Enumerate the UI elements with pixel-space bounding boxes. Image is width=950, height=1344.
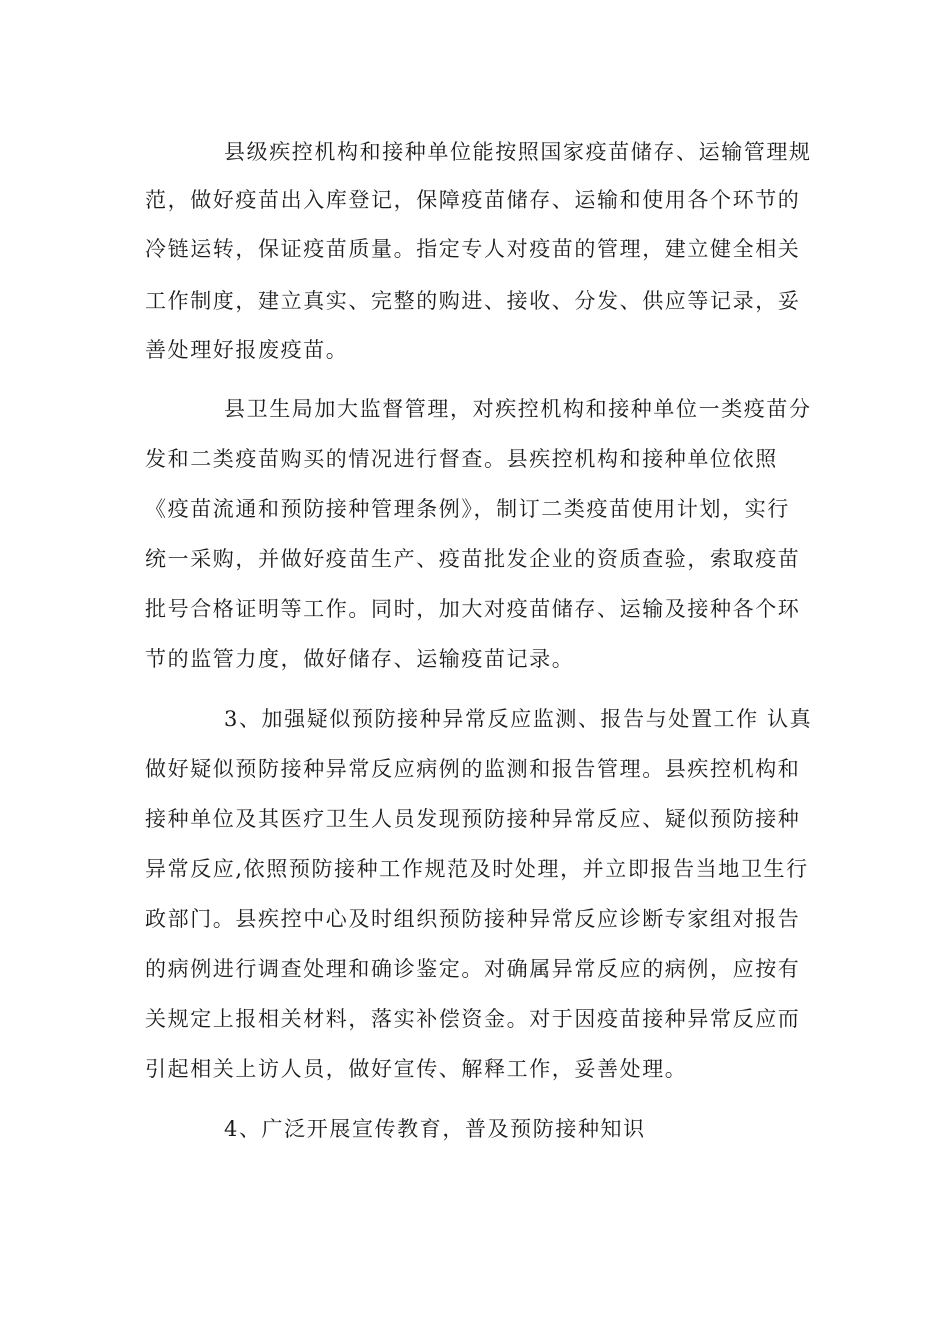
paragraph-3-line-8: 引起相关上访人员，做好宣传、解释工作，妥善处理。 — [145, 1057, 688, 1081]
paragraph-3-line-5: 政部门。县疾控中心及时组织预防接种异常反应诊断专家组对报告 — [145, 907, 801, 931]
paragraph-2-line-3: 《疫苗流通和预防接种管理条例》，制订二类疫苗使用计划，实行 — [145, 497, 790, 521]
paragraph-2-line-2: 发和二类疫苗购买的情况进行督查。县疾控机构和接种单位依照 — [145, 447, 778, 471]
paragraph-2-line-4: 统一采购，并做好疫苗生产、疫苗批发企业的资质查验，索取疫苗 — [145, 547, 801, 571]
paragraph-3-line-2: 做好疑似预防接种异常反应病例的监测和报告管理。县疾控机构和 — [145, 757, 801, 781]
paragraph-2-line-1: 县卫生局加大监督管理，对疾控机构和接种单位一类疫苗分 — [224, 397, 812, 421]
paragraph-3-line-6: 的病例进行调查处理和确诊鉴定。对确属异常反应的病例，应按有 — [145, 957, 801, 981]
paragraph-1-line-1: 县级疾控机构和接种单位能按照国家疫苗储存、运输管理规 — [224, 140, 812, 164]
paragraph-3-line-1: 3、加强疑似预防接种异常反应监测、报告与处置工作 认真 — [224, 707, 813, 731]
paragraph-3-line-3: 接种单位及其医疗卫生人员发现预防接种异常反应、疑似预防接种 — [145, 807, 801, 831]
paragraph-3-line-4: 异常反应,依照预防接种工作规范及时处理，并立即报告当地卫生行 — [145, 857, 809, 881]
paragraph-2-line-6: 节的监管力度，做好储存、运输疫苗记录。 — [145, 647, 575, 671]
paragraph-1-line-5: 善处理好报废疫苗。 — [145, 338, 349, 362]
paragraph-4-line-1: 4、广泛开展宣传教育，普及预防接种知识 — [224, 1117, 646, 1141]
paragraph-1-line-2: 范，做好疫苗出入库登记，保障疫苗储存、运输和使用各个环节的 — [145, 188, 801, 212]
paragraph-1-line-4: 工作制度，建立真实、完整的购进、接收、分发、供应等记录，妥 — [145, 289, 801, 313]
paragraph-3-line-7: 关规定上报相关材料，落实补偿资金。对于因疫苗接种异常反应而 — [145, 1007, 801, 1031]
paragraph-2-line-5: 批号合格证明等工作。同时，加大对疫苗储存、运输及接种各个环 — [145, 597, 801, 621]
paragraph-1-line-3: 冷链运转，保证疫苗质量。指定专人对疫苗的管理，建立健全相关 — [145, 237, 801, 261]
